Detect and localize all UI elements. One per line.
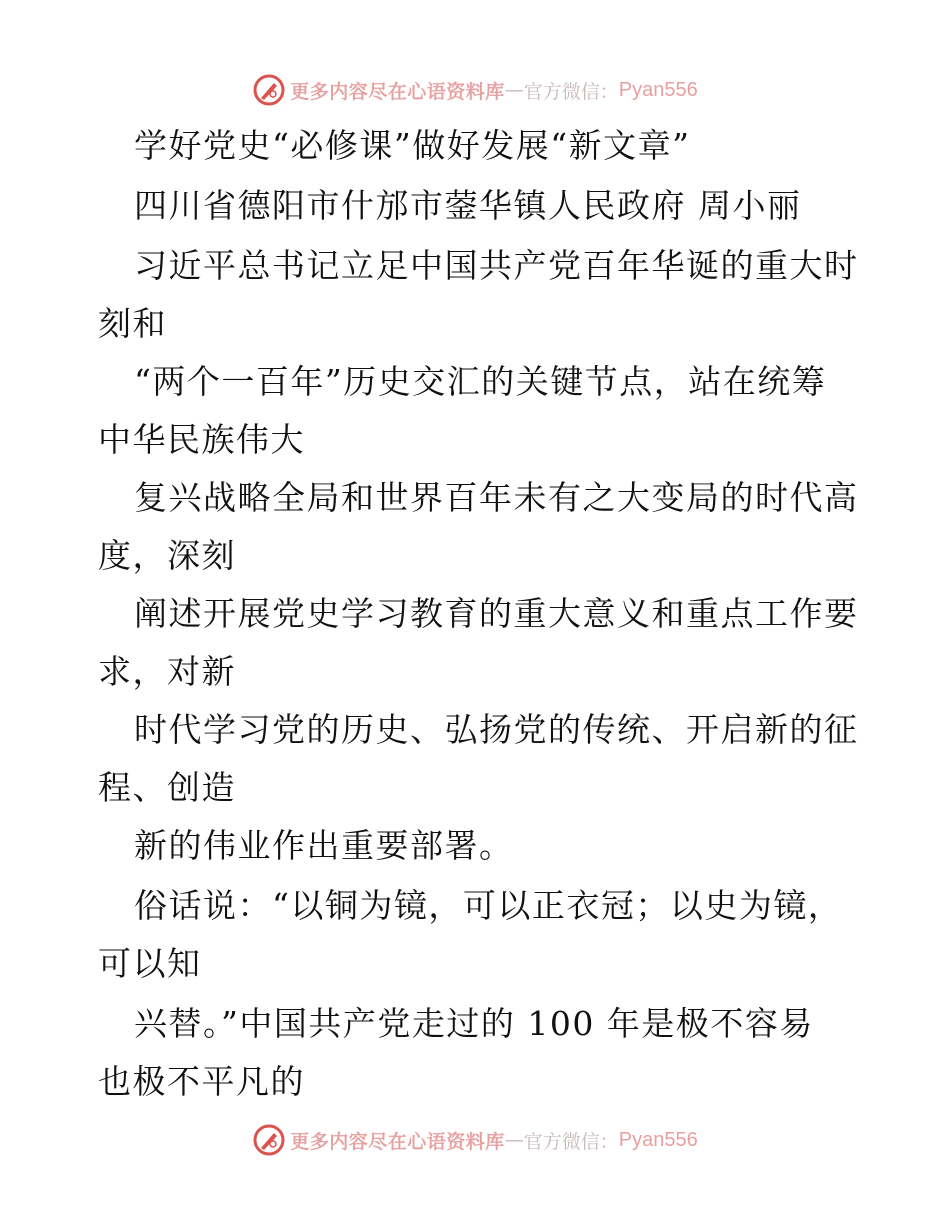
paragraph-line: “两个一百年”历史交汇的关键节点，站在统筹 — [134, 362, 827, 401]
watermark-wechat-label: 官方微信： — [523, 80, 619, 103]
document-author: 四川省德阳市什邡市蓥华镇人民政府 周小丽 — [134, 186, 802, 225]
watermark-text: 更多内容尽在心语资料库 — [290, 80, 505, 103]
watermark-separator: — — [504, 1129, 524, 1151]
paragraph-line: 兴替。”中国共产党走过的 100 年是极不容易 — [134, 1004, 814, 1043]
watermark-text: 更多内容尽在心语资料库 — [290, 1130, 505, 1153]
pen-logo-icon — [252, 73, 286, 107]
paragraph-line: 可以知 — [98, 944, 202, 983]
document-title: 学好党史“必修课”做好发展“新文章” — [134, 126, 691, 165]
watermark-separator: — — [504, 79, 524, 101]
paragraph-line: 刻和 — [98, 304, 167, 343]
paragraph-line: 也极不平凡的 — [98, 1062, 305, 1101]
paragraph-line: 程、创造 — [98, 768, 236, 807]
paragraph-line: 俗话说：“以铜为镜，可以正衣冠；以史为镜， — [134, 886, 843, 925]
paragraph-line: 度，深刻 — [98, 536, 236, 575]
paragraph-line: 求，对新 — [98, 652, 236, 691]
paragraph-line: 中华民族伟大 — [98, 420, 305, 459]
paragraph-line: 时代学习党的历史、弘扬党的传统、开启新的征 — [134, 710, 859, 749]
header-watermark — [0, 70, 950, 110]
watermark-wechat-label: 官方微信： — [523, 1130, 619, 1153]
paragraph-line: 复兴战略全局和世界百年未有之大变局的时代高 — [134, 478, 859, 517]
footer-watermark — [0, 1120, 950, 1160]
watermark-wechat-id: Pyan556 — [618, 78, 698, 101]
paragraph-line: 新的伟业作出重要部署。 — [134, 826, 514, 865]
paragraph-line: 阐述开展党史学习教育的重大意义和重点工作要 — [134, 594, 859, 633]
pen-logo-icon — [252, 1123, 286, 1157]
watermark-wechat-id: Pyan556 — [618, 1128, 698, 1151]
paragraph-line: 习近平总书记立足中国共产党百年华诞的重大时 — [134, 246, 859, 285]
